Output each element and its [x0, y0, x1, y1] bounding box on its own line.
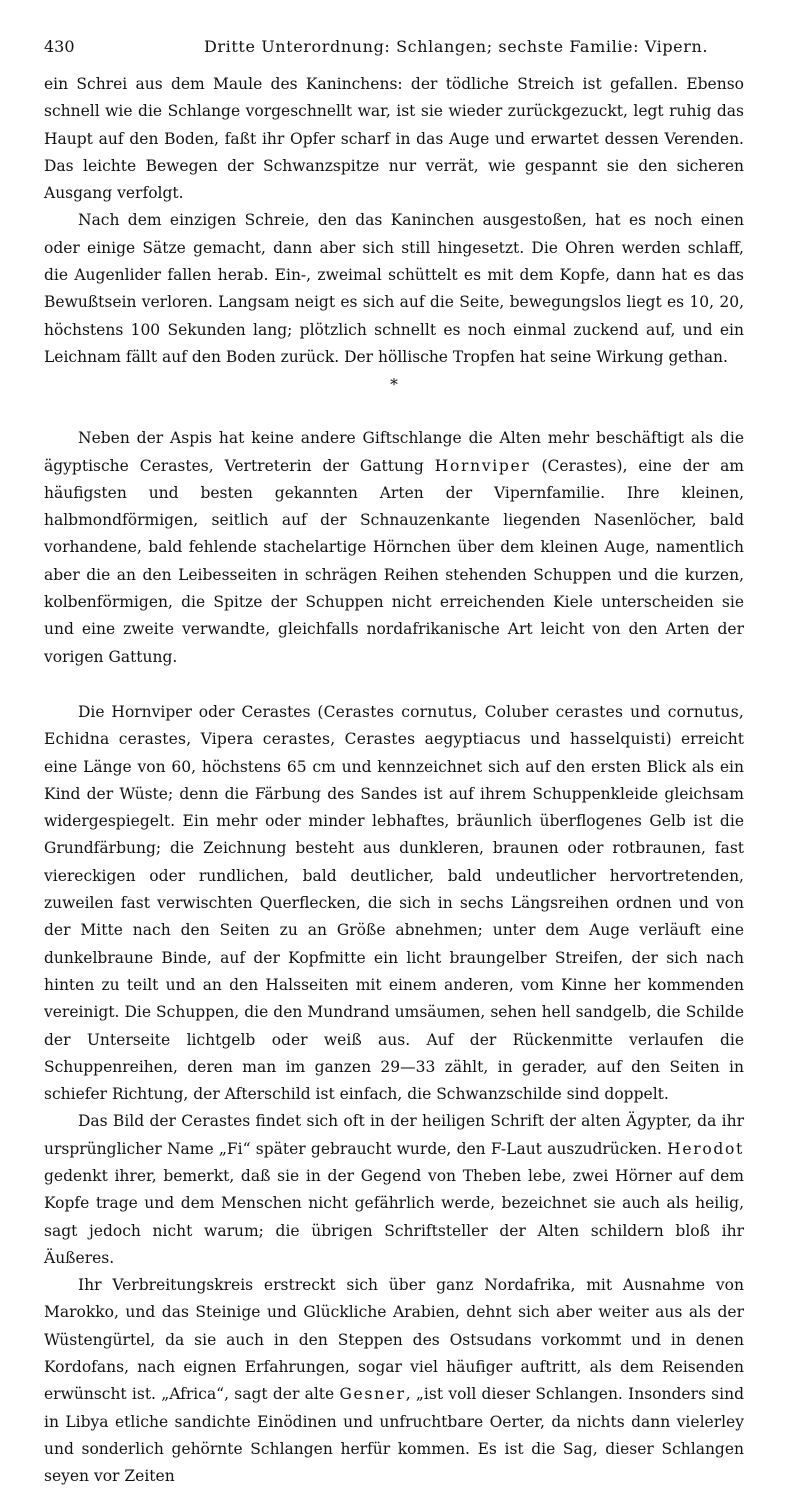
species-synonyms: (Cerastes cornutus, Coluber cerastes und cornutus, Echidna cerastes, Vipera cerastes, Cerastes aegyptiacus und hasselquisti): [44, 702, 744, 749]
section-separator: *: [390, 376, 398, 395]
paragraph-6: [44, 1272, 744, 1490]
species-name: Die Hornviper oder Cerastes: [78, 702, 311, 721]
paragraph-5-text-before: Das Bild der Cerastes findet sich oft in der heiligen Schrift der alten Ägypter, da ihr ursprünglicher Name „Fi“ später gebraucht wurde, den F-Laut auszudrücken.: [44, 1112, 744, 1158]
paragraph-3-text-before: Neben der Aspis hat keine andere Giftschlange die Alten mehr beschäftigt als die ägyptische Cerastes, Vertreterin der Gattung: [44, 429, 744, 475]
genus-name: Hornviper: [434, 456, 531, 475]
paragraph-4: [44, 699, 744, 1108]
page-header: [44, 34, 744, 60]
body-text: [44, 71, 744, 1491]
paragraph-5: [44, 1108, 744, 1272]
paragraph-3: [44, 425, 744, 671]
paragraph-6-text-after: , „ist voll dieser Schlangen. Insonders sind in Libya etliche sandichte Einödinen und unfruchtbare Oerter, da nichts dann vielerley und sonderlich gehörnte Schlangen herfür kommen. Es ist die Sag, dieser Schlangen seyen vor Zeiten: [44, 1385, 744, 1486]
page-number: 430: [44, 37, 75, 56]
paragraph-3-text-after: (Cerastes), eine der am häufigsten und besten gekannten Arten der Vipernfamilie. Ihre kleinen, halbmondförmigen, seitlich auf der Schnauzenkante liegenden Nasenlöcher, bald vorhandene, bald fehlende stachelartige Hörnchen über dem kleinen Auge, namentlich aber die an den Leibesseiten in schrägen Reihen stehenden Schuppen und die kurzen, kolbenförmigen, die Spitze der Schuppen nicht erreichenden Kiele unterscheiden sie und eine zweite verwandte, gleichfalls nordafrikanische Art leicht von den Arten der vorigen Gattung.: [44, 456, 745, 666]
running-title: Dritte Unterordnung: Schlangen; sechste Familie: Vipern.: [204, 37, 709, 56]
paragraph-1: [44, 71, 744, 207]
paragraph-6-text-before: Ihr Verbreitungskreis erstreckt sich über ganz Nordafrika, mit Ausnahme von Marokko, und das Steinige und Glückliche Arabien, dehnt sich aber weiter aus als der Wüstengürtel, da sie auch in den Steppen des Ostsudans vorkommt und in denen Kordofans, nach eignen Erfahrungen, sogar viel häufiger auftritt, als dem Reisenden erwünscht ist. „Africa“, sagt der alte: [44, 1276, 744, 1404]
author-gesner: Gesner: [339, 1385, 406, 1404]
paragraph-1-text: ein Schrei aus dem Maule des Kaninchens: der tödliche Streich ist gefallen. Ebenso schnell wie die Schlange vorgeschnellt war, ist sie wieder zurückgezuckt, legt ruhig das Haupt auf den Boden, faßt ihr Opfer scharf in das Auge und erwartet dessen Verenden. Das leichte Bewegen der Schwanzspitze nur verrät, wie gespannt sie den sicheren Ausgang verfolgt.: [44, 75, 744, 203]
paragraph-2-text: Nach dem einzigen Schreie, den das Kaninchen ausgestoßen, hat es noch einen oder einige Sätze gemacht, dann aber sich still hingesetzt. Die Ohren werden schlaff, die Augenlider fallen herab. Ein-, zweimal schüttelt es mit dem Kopfe, dann hat es das Bewußtsein verloren. Langsam neigt es sich auf die Seite, bewegungslos liegt es 10, 20, höchstens 100 Sekunden lang; plötzlich schnellt es noch einmal zuckend auf, und ein Leichnam fällt auf den Boden zurück. Der höllische Tropfen hat seine Wirkung gethan.: [44, 211, 744, 366]
paragraph-2: [44, 207, 744, 371]
paragraph-4-text: erreicht eine Länge von 60, höchstens 65 cm und kennzeichnet sich auf den ersten Blick als ein Kind der Wüste; denn die Färbung des Sandes ist auf ihrem Schuppenkleide gleichsam widergespiegelt. Ein mehr oder minder lebhaftes, bräunlich überflogenes Gelb ist die Grundfärbung; die Zeichnung besteht aus dunkleren, braunen oder rotbraunen, fast viereckigen oder rundlichen, bald deutlicher, bald undeutlicher hervortretenden, zuweilen fast verwischten Querflecken, die sich in sechs Längsreihen ordnen und von der Mitte nach den Seiten zu an Größe abnehmen; unter dem Auge verläuft eine dunkelbraune Binde, auf der Kopfmitte ein licht braungelber Streifen, der sich nach hinten zu teilt und an den Halsseiten mit einem anderen, vom Kinne her kommenden vereinigt. Die Schuppen, die den Mundrand umsäumen, sehen hell sandgelb, die Schilde der Unterseite lichtgelb oder weiß aus. Auf der Rückenmitte verlaufen die Schuppenreihen, deren man im ganzen 29—33 zählt, in gerader, auf den Seiten in schiefer Richtung, der Afterschild ist einfach, die Schwanzschilde sind doppelt.: [44, 730, 744, 1104]
author-herodot: Herodot: [667, 1139, 744, 1158]
paragraph-5-text-after: gedenkt ihrer, bemerkt, daß sie in der Gegend von Theben lebe, zwei Hörner auf dem Kopfe trage und dem Menschen nicht gefährlich werde, bezeichnet sie auch als heilig, sagt jedoch nicht warum; die übrigen Schriftsteller der Alten schildern bloß ihr Äußeres.: [44, 1166, 744, 1267]
